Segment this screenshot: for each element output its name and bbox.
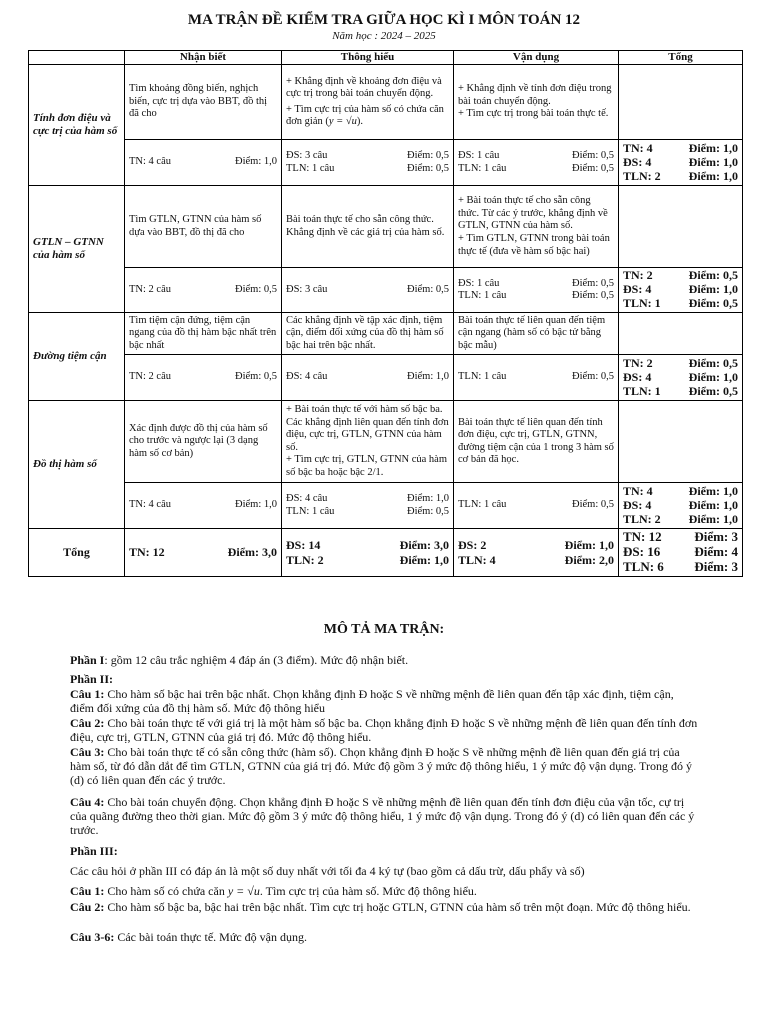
total-count: ĐS: 16: [623, 544, 661, 560]
total-cell: [619, 140, 743, 186]
count: TLN: 1 câu: [458, 162, 507, 174]
question-label: Câu 4:: [70, 795, 105, 809]
total-count: ĐS: 4: [623, 497, 652, 512]
question-label: Câu 3:: [70, 745, 105, 759]
total-score: Điểm: 1,0: [688, 511, 738, 526]
score: Điểm: 0,5: [235, 371, 277, 383]
part-3-question-2: [70, 900, 700, 914]
topic-row-desc: [29, 313, 743, 355]
th-description: Các khẳng định về tập xác định, tiệm cận, điểm đối xứng của đồ thị hàm số bậc hai trên bậc nhất.: [282, 313, 454, 355]
part-2-question-3: [70, 745, 700, 787]
total-score: Điểm: 2,0: [564, 552, 614, 567]
count: TN: 4 câu: [129, 499, 171, 511]
count: ĐS: 3 câu: [286, 150, 328, 162]
score: Điểm: 1,0: [235, 499, 277, 511]
question-label: Câu 1:: [70, 884, 105, 898]
header-thong-hieu: Thông hiểu: [282, 51, 454, 65]
th-description: [282, 65, 454, 140]
part-3-question-1: [70, 884, 700, 898]
topic-label: Tính đơn điệu và cực trị của hàm số: [29, 65, 125, 186]
total-count: TN: 4: [623, 483, 653, 498]
score: Điểm: 0,5: [572, 277, 614, 289]
header-empty: [29, 51, 125, 65]
total-score: Điểm: 4: [694, 544, 738, 560]
total-count: TN: 2: [623, 268, 653, 283]
count: TN: 2 câu: [129, 371, 171, 383]
topic-row-desc: [29, 65, 743, 140]
formula-sqrt: y = √u: [227, 884, 260, 898]
th-description: Bài toán thực tế cho sẵn công thức. Khẳng định về các giá trị của hàm số.: [282, 186, 454, 268]
th-count-cell: [282, 268, 454, 313]
topic-row-desc: [29, 401, 743, 483]
nb-count-cell: [125, 355, 282, 401]
total-score: Điểm: 1,0: [688, 140, 738, 155]
part-3-text: Các câu hỏi ở phần III có đáp án là một số duy nhất với tối đa 4 ký tự (bao gồm cả dấu trừ, dấu phẩy và số): [70, 864, 585, 878]
th-description-line: + Khẳng định về khoảng đơn điệu và cực trị trong bài toán chuyển động.: [286, 75, 442, 100]
score: Điểm: 0,5: [572, 150, 614, 162]
header-tong: Tổng: [619, 51, 743, 65]
nb-count-cell: [125, 268, 282, 313]
total-score: Điểm: 0,5: [688, 268, 738, 283]
count: TLN: 1 câu: [458, 371, 507, 383]
score: Điểm: 0,5: [572, 162, 614, 174]
th-description: + Bài toán thực tế với hàm số bậc ba. Các khẳng định liên quan đến tính đơn điệu, cực trị, GTLN, GTNN của hàm số. + Tìm cực trị, GTLN, GTNN của hàm số bậc ba hoặc bậc 2/1.: [282, 401, 454, 483]
total-score: Điểm: 1,0: [688, 154, 738, 169]
count: ĐS: 4 câu: [286, 371, 328, 383]
part-2-question-2: [70, 716, 700, 744]
question-text: Cho hàm số bậc hai trên bậc nhất. Chọn khẳng định Đ hoặc S về những mệnh đề liên quan đến tập xác định, tiệm cận, điểm đối xứng của đồ thị hàm số. Mức độ thông hiểu: [70, 687, 674, 715]
total-count: ĐS: 4: [623, 369, 652, 384]
topic-row-count: [29, 483, 743, 529]
question-label: Câu 1:: [70, 687, 105, 701]
nb-description: Xác định được đồ thị của hàm số cho trước và ngược lại (3 dạng hàm số cơ bản): [125, 401, 282, 483]
vd-description: + Khẳng định về tính đơn điệu trong bài toán chuyển động. + Tìm cực trị trong bài toán thực tế.: [454, 65, 619, 140]
th-description-line: [286, 104, 449, 129]
total-cell: [619, 355, 743, 401]
topic-label: Đường tiệm cận: [29, 313, 125, 401]
count: TLN: 1 câu: [286, 505, 335, 517]
grand-total-th: [282, 529, 454, 577]
vd-description: Bài toán thực tế liên quan đến tính đơn điệu, cực trị, GTLN, GTNN, đường tiệm cận của 1 trong 3 hàm số cơ bản đã học.: [454, 401, 619, 483]
score: Điểm: 0,5: [572, 499, 614, 511]
score: Điểm: 0,5: [407, 162, 449, 174]
count: ĐS: 1 câu: [458, 150, 500, 162]
total-count: ĐS: 4: [623, 282, 652, 297]
th-count-cell: [282, 140, 454, 186]
topic-label: Đồ thị hàm số: [29, 401, 125, 529]
total-score: Điểm: 3: [694, 529, 738, 545]
nb-description: Tìm khoảng đồng biến, nghịch biến, cực trị dựa vào BBT, đồ thị đã cho: [125, 65, 282, 140]
total-score: Điểm: 0,5: [688, 296, 738, 311]
total-cell: [619, 483, 743, 529]
part-2-question-1: [70, 687, 700, 715]
total-count: TN: 2: [623, 355, 653, 370]
total-score: Điểm: 1,0: [688, 483, 738, 498]
total-score: Điểm: 1,0: [688, 369, 738, 384]
part-3-intro: [70, 864, 700, 878]
total-count: TN: 12: [623, 529, 662, 545]
description-title: MÔ TẢ MA TRẬN:: [323, 622, 445, 637]
assessment-matrix-table: [28, 50, 743, 577]
part-2-question-4: [70, 795, 700, 837]
grand-total-nb: [125, 529, 282, 577]
total-count: ĐS: 2: [458, 538, 487, 553]
part-1-text: : gồm 12 câu trắc nghiệm 4 đáp án (3 điểm). Mức độ nhận biết.: [104, 653, 409, 667]
part-1-paragraph: [70, 653, 700, 667]
vd-count-cell: [454, 140, 619, 186]
part-3-question-3-6: [70, 930, 700, 944]
question-label: Câu 2:: [70, 900, 105, 914]
score: Điểm: 0,5: [407, 505, 449, 517]
topic-row-desc: [29, 186, 743, 268]
question-text: Cho hàm số bậc ba, bậc hai trên bậc nhất. Tìm cực trị hoặc GTLN, GTNN của hàm số trên một đoạn. Mức độ thông hiểu.: [104, 900, 691, 914]
total-count: ĐS: 14: [286, 538, 321, 553]
th-count-cell: [282, 355, 454, 401]
count: ĐS: 3 câu: [286, 283, 328, 295]
nb-count-cell: [125, 483, 282, 529]
score: Điểm: 0,5: [407, 283, 449, 295]
score: Điểm: 0,5: [572, 371, 614, 383]
header-van-dung: Vận dụng: [454, 51, 619, 65]
score: Điểm: 1,0: [235, 156, 277, 168]
total-score: Điểm: 1,0: [688, 282, 738, 297]
total-count: TLN: 4: [458, 552, 496, 567]
question-text: Cho bài toán thực tế với giá trị là một hàm số bậc ba. Chọn khẳng định Đ hoặc S về những mệnh đề liên quan đến tính đơn điệu, cực trị, GTLN, GTNN của giá trị đó. Mức độ thông hiểu.: [70, 716, 698, 744]
question-text: Các bài toán thực tế. Mức độ vận dụng.: [114, 930, 307, 944]
total-count: ĐS: 4: [623, 154, 652, 169]
total-empty: [619, 65, 743, 140]
total-count: TLN: 1: [623, 383, 661, 398]
score: Điểm: 0,5: [572, 290, 614, 302]
total-score: Điểm: 0,5: [688, 383, 738, 398]
total-cell: [619, 268, 743, 313]
total-score: Điểm: 1,0: [688, 497, 738, 512]
score: Điểm: 1,0: [407, 371, 449, 383]
vd-count-cell: [454, 355, 619, 401]
total-score: Điểm: 1,0: [688, 168, 738, 183]
header-row: [29, 51, 743, 65]
total-score: Điểm: 3,0: [227, 545, 277, 560]
grand-total-label: Tổng: [29, 529, 125, 577]
total-count: TLN: 2: [623, 168, 661, 183]
nb-description: Tìm GTLN, GTNN của hàm số dựa vào BBT, đồ thị đã cho: [125, 186, 282, 268]
part-2-label: Phần II:: [70, 672, 114, 686]
total-count: TLN: 2: [623, 511, 661, 526]
total-score: Điểm: 0,5: [688, 355, 738, 370]
topic-row-count: [29, 268, 743, 313]
count: TLN: 1 câu: [458, 290, 507, 302]
total-count: TLN: 1: [623, 296, 661, 311]
score: Điểm: 1,0: [407, 493, 449, 505]
total-empty: [619, 401, 743, 483]
topic-label: GTLN – GTNN của hàm số: [29, 186, 125, 313]
th-count-cell: [282, 483, 454, 529]
grand-total-sum: [619, 529, 743, 577]
formula-sqrt: y = √u: [328, 116, 357, 128]
question-text: Cho hàm số có chứa căn: [104, 884, 228, 898]
th-description-text: ).: [356, 116, 364, 128]
total-empty: [619, 186, 743, 268]
count: ĐS: 1 câu: [458, 277, 500, 289]
total-empty: [619, 313, 743, 355]
question-label: Câu 2:: [70, 716, 105, 730]
count: TN: 2 câu: [129, 283, 171, 295]
total-score: Điểm: 3,0: [399, 538, 449, 553]
question-text: Cho bài toán chuyển động. Chọn khẳng định Đ hoặc S về những mệnh đề liên quan đến tính đơn điệu của vận tốc, cự trị của quãng đường theo thời gian. Mức độ gồm 3 ý mức độ thông hiểu, 1 ý mức độ vận dụng. Trong đó ý (d) có liên quan đến các ý trước.: [70, 795, 695, 837]
header-nhan-biet: Nhận biết: [125, 51, 282, 65]
total-count: TLN: 2: [286, 552, 324, 567]
school-year: Năm học : 2024 – 2025: [332, 30, 436, 42]
count: TLN: 1 câu: [286, 162, 335, 174]
part-3-heading: [70, 844, 700, 858]
th-description-text: + Tìm cực trị của hàm số có chứa căn đơn giản (: [286, 103, 444, 128]
vd-count-cell: [454, 268, 619, 313]
vd-description: Bài toán thực tế liên quan đến tiệm cận ngang (hàm số có bậc tử bằng bậc mẫu): [454, 313, 619, 355]
document-title: MA TRẬN ĐỀ KIỂM TRA GIỮA HỌC KÌ I MÔN TOÁN 12: [187, 12, 581, 28]
nb-count-cell: [125, 140, 282, 186]
grand-total-row: [29, 529, 743, 577]
vd-count-cell: [454, 483, 619, 529]
total-count: TLN: 6: [623, 559, 664, 575]
total-score: Điểm: 3: [694, 559, 738, 575]
total-count: TN: 4: [623, 140, 653, 155]
count: TLN: 1 câu: [458, 499, 507, 511]
count: ĐS: 4 câu: [286, 493, 328, 505]
topic-row-count: [29, 355, 743, 401]
part-2-heading: [70, 672, 700, 686]
part-1-label: Phần I: [70, 653, 105, 667]
total-score: Điểm: 1,0: [564, 538, 614, 553]
question-label: Câu 3-6:: [70, 930, 115, 944]
count: TN: 4 câu: [129, 156, 171, 168]
part-3-label: Phần III:: [70, 844, 118, 858]
question-text: Cho bài toán thực tế có sẵn công thức (hàm số). Chọn khẳng định Đ hoặc S về những mệnh đề liên quan đến giá trị của hàm số, từ đó dẫn dắt để tìm GTLN, GTNN của giá trị đó. Mức độ gồm 3 ý mức độ thông hiểu, 1 ý mức độ vận dụng. Trong đó ý (d) có liên quan đến các ý trước.: [70, 745, 692, 787]
nb-description: Tìm tiệm cận đứng, tiệm cận ngang của đồ thị hàm bậc nhất trên bậc nhất: [125, 313, 282, 355]
score: Điểm: 0,5: [407, 150, 449, 162]
total-score: Điểm: 1,0: [399, 552, 449, 567]
topic-row-count: [29, 140, 743, 186]
question-text: . Tìm cực trị của hàm số. Mức độ thông hiểu.: [259, 884, 477, 898]
score: Điểm: 0,5: [235, 283, 277, 295]
vd-description: + Bài toán thực tế cho sẵn công thức. Từ các ý trước, khẳng định về GTLN, GTNN của hàm số. + Tìm GTLN, GTNN trong bài toán thực tế (đưa về hàm số bậc hai): [454, 186, 619, 268]
total-count: TN: 12: [129, 545, 165, 560]
grand-total-vd: [454, 529, 619, 577]
